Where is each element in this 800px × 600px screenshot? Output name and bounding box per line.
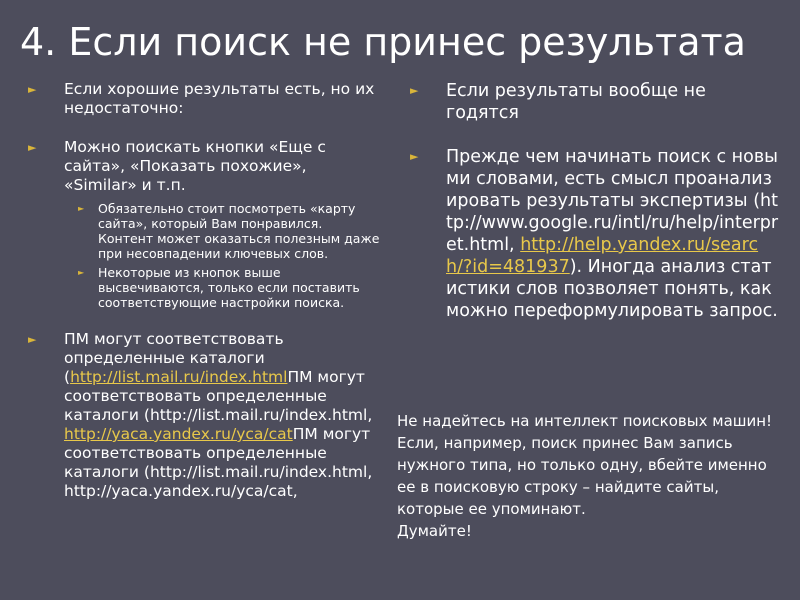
right-bullet-2-text-b: ). Иногда анализ статистики слов позволяет понять, как можно переформулировать запрос.: [446, 257, 778, 321]
note-block: [397, 410, 782, 542]
link-help-yandex[interactable]: http://help.yandex.ru/search/?id=481937: [446, 235, 759, 277]
arrow-bullet-icon: ►: [78, 204, 85, 213]
sub-bullet-1-text: Обязательно стоит посмотреть «карту сайта», который Вам понравился. Контент может оказаться полезным даже при несовпадении ключевых слов.: [98, 201, 380, 261]
link-yaca-yandex[interactable]: http://yaca.yandex.ru/yca/cat: [64, 425, 293, 443]
note-line-1: Не надейтесь на интеллект поисковых машин!: [397, 412, 773, 430]
note-line-3: Думайте!: [397, 522, 472, 540]
note-line-2: Если, например, поиск принес Вам запись нужного типа, но только одну, вбейте именно ее в поисковую строку – найдите сайты, которые ее упоминают.: [397, 434, 767, 518]
arrow-bullet-icon: ►: [28, 141, 37, 154]
arrow-bullet-icon: ►: [28, 83, 37, 96]
sub-bullet-2-text: Некоторые из кнопок выше высвечиваются, только если поставить соответствующие настройки поиска.: [98, 265, 360, 310]
arrow-bullet-icon: ►: [410, 150, 419, 163]
arrow-bullet-icon: ►: [78, 268, 85, 277]
slide-title: 4. Если поиск не принес результата: [20, 20, 746, 64]
left-bullet-3-text-b: ПМ могут соответствовать определенные каталоги (http://list.mail.ru/index.html,: [64, 368, 373, 424]
link-list-mail[interactable]: http://list.mail.ru/index.html: [70, 368, 288, 386]
sub-bullet-2: [64, 265, 380, 310]
left-bullet-1: [28, 80, 380, 118]
right-column: [410, 80, 780, 344]
right-bullet-1: [410, 80, 780, 124]
left-bullet-2-text: Можно поискать кнопки «Еще с сайта», «Показать похожие», «Similar» и т.п.: [64, 138, 326, 194]
arrow-bullet-icon: ►: [410, 84, 419, 97]
left-bullet-2: [28, 138, 380, 310]
sub-bullet-1: [64, 201, 380, 261]
left-column: [28, 80, 380, 521]
right-bullet-2: [410, 146, 780, 322]
left-bullet-3: [28, 330, 380, 501]
arrow-bullet-icon: ►: [28, 333, 37, 346]
right-bullet-2-text-a: Прежде чем начинать поиск с новыми словами, есть смысл проанализировать результаты экспертизы (http://www.google.ru/intl/ru/help/interpret.html,: [446, 147, 779, 255]
left-bullet-1-text: Если хорошие результаты есть, но их недостаточно:: [64, 80, 375, 117]
left-bullet-3-text-a: ПМ могут соответствовать определенные каталоги (: [64, 330, 284, 386]
right-bullet-1-text: Если результаты вообще не годятся: [446, 81, 706, 123]
left-bullet-3-text-c: ПМ могут соответствовать определенные каталоги (http://list.mail.ru/index.html, http://yaca.yandex.ru/yca/cat,: [64, 425, 373, 500]
sub-list: [64, 201, 380, 310]
